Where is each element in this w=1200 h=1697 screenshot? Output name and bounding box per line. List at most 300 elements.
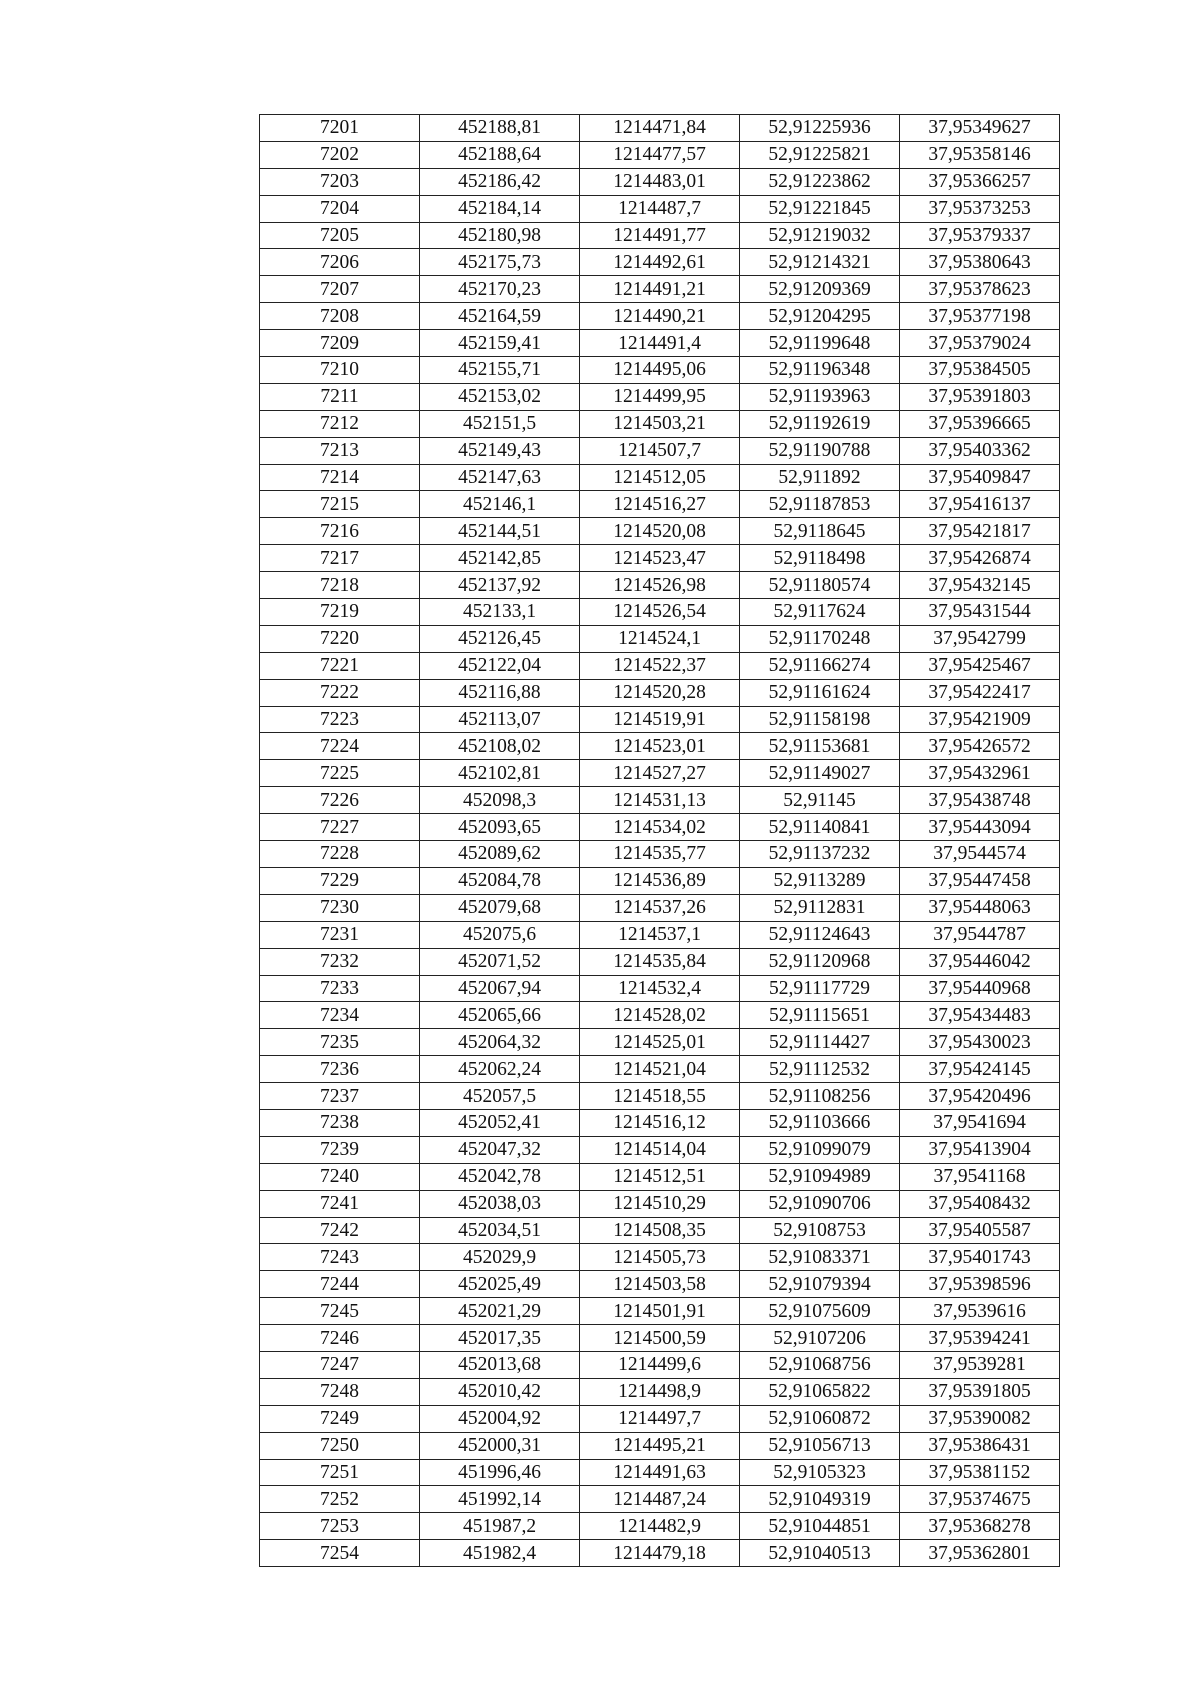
x-coordinate-cell: 452089,62 [420,841,580,868]
x-coordinate-cell: 452113,07 [420,706,580,733]
y-coordinate-cell: 1214483,01 [580,168,740,195]
x-coordinate-cell: 452180,98 [420,222,580,249]
y-coordinate-cell: 1214528,02 [580,1002,740,1029]
y-coordinate-cell: 1214497,7 [580,1405,740,1432]
table-row [260,652,1060,679]
y-coordinate-cell: 1214491,4 [580,330,740,357]
table-row [260,1083,1060,1110]
longitude-cell: 37,95379337 [900,222,1060,249]
y-coordinate-cell: 1214500,59 [580,1325,740,1352]
y-coordinate-cell: 1214516,12 [580,1109,740,1136]
x-coordinate-cell: 452188,64 [420,141,580,168]
point-number-cell: 7239 [260,1136,420,1163]
point-number-cell: 7229 [260,867,420,894]
latitude-cell: 52,91187853 [740,491,900,518]
latitude-cell: 52,911892 [740,464,900,491]
table-row [260,330,1060,357]
point-number-cell: 7220 [260,625,420,652]
y-coordinate-cell: 1214523,01 [580,733,740,760]
latitude-cell: 52,91079394 [740,1271,900,1298]
y-coordinate-cell: 1214521,04 [580,1056,740,1083]
longitude-cell: 37,9539616 [900,1298,1060,1325]
point-number-cell: 7231 [260,921,420,948]
y-coordinate-cell: 1214491,63 [580,1459,740,1486]
point-number-cell: 7252 [260,1486,420,1513]
x-coordinate-cell: 452067,94 [420,975,580,1002]
x-coordinate-cell: 452188,81 [420,115,580,142]
longitude-cell: 37,95390082 [900,1405,1060,1432]
table-row [260,679,1060,706]
x-coordinate-cell: 452151,5 [420,410,580,437]
latitude-cell: 52,91060872 [740,1405,900,1432]
y-coordinate-cell: 1214501,91 [580,1298,740,1325]
y-coordinate-cell: 1214471,84 [580,115,740,142]
point-number-cell: 7201 [260,115,420,142]
y-coordinate-cell: 1214526,54 [580,599,740,626]
latitude-cell: 52,91209369 [740,276,900,303]
longitude-cell: 37,95403362 [900,437,1060,464]
longitude-cell: 37,9544787 [900,921,1060,948]
point-number-cell: 7251 [260,1459,420,1486]
latitude-cell: 52,91120968 [740,948,900,975]
x-coordinate-cell: 452184,14 [420,195,580,222]
latitude-cell: 52,91094989 [740,1163,900,1190]
x-coordinate-cell: 452186,42 [420,168,580,195]
table-row [260,464,1060,491]
longitude-cell: 37,95391805 [900,1378,1060,1405]
table-row [260,760,1060,787]
coordinates-table-body [260,115,1060,1567]
y-coordinate-cell: 1214532,4 [580,975,740,1002]
point-number-cell: 7226 [260,787,420,814]
y-coordinate-cell: 1214482,9 [580,1513,740,1540]
latitude-cell: 52,91221845 [740,195,900,222]
table-row [260,518,1060,545]
longitude-cell: 37,95438748 [900,787,1060,814]
x-coordinate-cell: 452108,02 [420,733,580,760]
y-coordinate-cell: 1214518,55 [580,1083,740,1110]
x-coordinate-cell: 452153,02 [420,383,580,410]
x-coordinate-cell: 452098,3 [420,787,580,814]
y-coordinate-cell: 1214498,9 [580,1378,740,1405]
table-row [260,437,1060,464]
longitude-cell: 37,95426874 [900,545,1060,572]
x-coordinate-cell: 452038,03 [420,1190,580,1217]
longitude-cell: 37,95420496 [900,1083,1060,1110]
table-row [260,1136,1060,1163]
longitude-cell: 37,95421817 [900,518,1060,545]
table-row [260,599,1060,626]
point-number-cell: 7233 [260,975,420,1002]
point-number-cell: 7228 [260,841,420,868]
latitude-cell: 52,91065822 [740,1378,900,1405]
longitude-cell: 37,95366257 [900,168,1060,195]
point-number-cell: 7207 [260,276,420,303]
latitude-cell: 52,9113289 [740,867,900,894]
latitude-cell: 52,91153681 [740,733,900,760]
table-row [260,1271,1060,1298]
point-number-cell: 7202 [260,141,420,168]
latitude-cell: 52,9105323 [740,1459,900,1486]
x-coordinate-cell: 452155,71 [420,357,580,384]
latitude-cell: 52,9107206 [740,1325,900,1352]
y-coordinate-cell: 1214505,73 [580,1244,740,1271]
y-coordinate-cell: 1214519,91 [580,706,740,733]
y-coordinate-cell: 1214499,95 [580,383,740,410]
latitude-cell: 52,9108753 [740,1217,900,1244]
table-row [260,733,1060,760]
x-coordinate-cell: 452122,04 [420,652,580,679]
latitude-cell: 52,91137232 [740,841,900,868]
point-number-cell: 7224 [260,733,420,760]
longitude-cell: 37,95374675 [900,1486,1060,1513]
latitude-cell: 52,91124643 [740,921,900,948]
table-row [260,814,1060,841]
x-coordinate-cell: 452164,59 [420,303,580,330]
latitude-cell: 52,91214321 [740,249,900,276]
table-row [260,867,1060,894]
y-coordinate-cell: 1214526,98 [580,572,740,599]
y-coordinate-cell: 1214491,77 [580,222,740,249]
point-number-cell: 7249 [260,1405,420,1432]
x-coordinate-cell: 451992,14 [420,1486,580,1513]
latitude-cell: 52,91225821 [740,141,900,168]
longitude-cell: 37,95408432 [900,1190,1060,1217]
y-coordinate-cell: 1214479,18 [580,1540,740,1567]
longitude-cell: 37,95409847 [900,464,1060,491]
longitude-cell: 37,95431544 [900,599,1060,626]
point-number-cell: 7205 [260,222,420,249]
point-number-cell: 7214 [260,464,420,491]
point-number-cell: 7204 [260,195,420,222]
x-coordinate-cell: 451987,2 [420,1513,580,1540]
latitude-cell: 52,91083371 [740,1244,900,1271]
x-coordinate-cell: 452126,45 [420,625,580,652]
table-row [260,545,1060,572]
x-coordinate-cell: 451996,46 [420,1459,580,1486]
longitude-cell: 37,95380643 [900,249,1060,276]
y-coordinate-cell: 1214491,21 [580,276,740,303]
y-coordinate-cell: 1214535,77 [580,841,740,868]
x-coordinate-cell: 452064,32 [420,1029,580,1056]
longitude-cell: 37,95447458 [900,867,1060,894]
table-row [260,141,1060,168]
x-coordinate-cell: 452146,1 [420,491,580,518]
point-number-cell: 7223 [260,706,420,733]
longitude-cell: 37,95396665 [900,410,1060,437]
latitude-cell: 52,91108256 [740,1083,900,1110]
y-coordinate-cell: 1214524,1 [580,625,740,652]
y-coordinate-cell: 1214527,27 [580,760,740,787]
x-coordinate-cell: 452000,31 [420,1432,580,1459]
latitude-cell: 52,91196348 [740,357,900,384]
table-row [260,975,1060,1002]
latitude-cell: 52,91115651 [740,1002,900,1029]
point-number-cell: 7248 [260,1378,420,1405]
x-coordinate-cell: 452116,88 [420,679,580,706]
table-row [260,276,1060,303]
latitude-cell: 52,91166274 [740,652,900,679]
longitude-cell: 37,95373253 [900,195,1060,222]
latitude-cell: 52,91049319 [740,1486,900,1513]
point-number-cell: 7230 [260,894,420,921]
x-coordinate-cell: 452137,92 [420,572,580,599]
longitude-cell: 37,9542799 [900,625,1060,652]
latitude-cell: 52,91193963 [740,383,900,410]
longitude-cell: 37,95378623 [900,276,1060,303]
table-row [260,1540,1060,1567]
table-row [260,1513,1060,1540]
x-coordinate-cell: 452065,66 [420,1002,580,1029]
table-row [260,1029,1060,1056]
point-number-cell: 7247 [260,1351,420,1378]
x-coordinate-cell: 452062,24 [420,1056,580,1083]
table-row [260,491,1060,518]
longitude-cell: 37,95358146 [900,141,1060,168]
x-coordinate-cell: 452034,51 [420,1217,580,1244]
latitude-cell: 52,91140841 [740,814,900,841]
coordinates-table [259,114,1060,1567]
point-number-cell: 7250 [260,1432,420,1459]
x-coordinate-cell: 452004,92 [420,1405,580,1432]
longitude-cell: 37,95446042 [900,948,1060,975]
x-coordinate-cell: 452142,85 [420,545,580,572]
table-row [260,894,1060,921]
longitude-cell: 37,95379024 [900,330,1060,357]
longitude-cell: 37,95432145 [900,572,1060,599]
longitude-cell: 37,95394241 [900,1325,1060,1352]
latitude-cell: 52,91075609 [740,1298,900,1325]
x-coordinate-cell: 452084,78 [420,867,580,894]
point-number-cell: 7208 [260,303,420,330]
longitude-cell: 37,95391803 [900,383,1060,410]
table-row [260,1325,1060,1352]
x-coordinate-cell: 452071,52 [420,948,580,975]
point-number-cell: 7237 [260,1083,420,1110]
longitude-cell: 37,95384505 [900,357,1060,384]
latitude-cell: 52,91090706 [740,1190,900,1217]
point-number-cell: 7221 [260,652,420,679]
table-row [260,1378,1060,1405]
point-number-cell: 7222 [260,679,420,706]
point-number-cell: 7215 [260,491,420,518]
latitude-cell: 52,91190788 [740,437,900,464]
table-row [260,921,1060,948]
latitude-cell: 52,91099079 [740,1136,900,1163]
longitude-cell: 37,95413904 [900,1136,1060,1163]
latitude-cell: 52,91192619 [740,410,900,437]
point-number-cell: 7227 [260,814,420,841]
longitude-cell: 37,95362801 [900,1540,1060,1567]
longitude-cell: 37,95377198 [900,303,1060,330]
longitude-cell: 37,95416137 [900,491,1060,518]
point-number-cell: 7254 [260,1540,420,1567]
x-coordinate-cell: 452159,41 [420,330,580,357]
table-row [260,1486,1060,1513]
y-coordinate-cell: 1214512,51 [580,1163,740,1190]
table-row [260,303,1060,330]
latitude-cell: 52,91117729 [740,975,900,1002]
x-coordinate-cell: 452042,78 [420,1163,580,1190]
y-coordinate-cell: 1214495,21 [580,1432,740,1459]
table-row [260,249,1060,276]
point-number-cell: 7236 [260,1056,420,1083]
table-row [260,1002,1060,1029]
table-row [260,357,1060,384]
y-coordinate-cell: 1214537,26 [580,894,740,921]
point-number-cell: 7241 [260,1190,420,1217]
x-coordinate-cell: 452021,29 [420,1298,580,1325]
latitude-cell: 52,91225936 [740,115,900,142]
point-number-cell: 7234 [260,1002,420,1029]
x-coordinate-cell: 452057,5 [420,1083,580,1110]
table-row [260,1109,1060,1136]
table-row [260,1244,1060,1271]
x-coordinate-cell: 452149,43 [420,437,580,464]
latitude-cell: 52,91040513 [740,1540,900,1567]
table-row [260,1163,1060,1190]
y-coordinate-cell: 1214523,47 [580,545,740,572]
latitude-cell: 52,91161624 [740,679,900,706]
x-coordinate-cell: 452175,73 [420,249,580,276]
table-row [260,625,1060,652]
y-coordinate-cell: 1214487,24 [580,1486,740,1513]
point-number-cell: 7245 [260,1298,420,1325]
y-coordinate-cell: 1214520,28 [580,679,740,706]
latitude-cell: 52,9112831 [740,894,900,921]
y-coordinate-cell: 1214512,05 [580,464,740,491]
y-coordinate-cell: 1214503,58 [580,1271,740,1298]
x-coordinate-cell: 452047,32 [420,1136,580,1163]
table-row [260,1405,1060,1432]
latitude-cell: 52,91149027 [740,760,900,787]
latitude-cell: 52,91180574 [740,572,900,599]
point-number-cell: 7217 [260,545,420,572]
longitude-cell: 37,95422417 [900,679,1060,706]
table-row [260,841,1060,868]
y-coordinate-cell: 1214531,13 [580,787,740,814]
latitude-cell: 52,91103666 [740,1109,900,1136]
table-row [260,572,1060,599]
table-row [260,410,1060,437]
point-number-cell: 7210 [260,357,420,384]
longitude-cell: 37,95349627 [900,115,1060,142]
point-number-cell: 7240 [260,1163,420,1190]
x-coordinate-cell: 452029,9 [420,1244,580,1271]
table-row [260,1217,1060,1244]
y-coordinate-cell: 1214525,01 [580,1029,740,1056]
y-coordinate-cell: 1214535,84 [580,948,740,975]
y-coordinate-cell: 1214477,57 [580,141,740,168]
latitude-cell: 52,91170248 [740,625,900,652]
point-number-cell: 7225 [260,760,420,787]
longitude-cell: 37,9544574 [900,841,1060,868]
table-row [260,706,1060,733]
table-row [260,115,1060,142]
table-row [260,1056,1060,1083]
y-coordinate-cell: 1214522,37 [580,652,740,679]
latitude-cell: 52,9118498 [740,545,900,572]
y-coordinate-cell: 1214536,89 [580,867,740,894]
y-coordinate-cell: 1214534,02 [580,814,740,841]
y-coordinate-cell: 1214520,08 [580,518,740,545]
table-row [260,1432,1060,1459]
latitude-cell: 52,91219032 [740,222,900,249]
table-row [260,1190,1060,1217]
table-row [260,1298,1060,1325]
table-row [260,1351,1060,1378]
table-row [260,168,1060,195]
longitude-cell: 37,95443094 [900,814,1060,841]
point-number-cell: 7212 [260,410,420,437]
latitude-cell: 52,91223862 [740,168,900,195]
y-coordinate-cell: 1214503,21 [580,410,740,437]
latitude-cell: 52,91112532 [740,1056,900,1083]
point-number-cell: 7253 [260,1513,420,1540]
longitude-cell: 37,95386431 [900,1432,1060,1459]
y-coordinate-cell: 1214510,29 [580,1190,740,1217]
longitude-cell: 37,95421909 [900,706,1060,733]
longitude-cell: 37,95381152 [900,1459,1060,1486]
longitude-cell: 37,95425467 [900,652,1060,679]
point-number-cell: 7246 [260,1325,420,1352]
longitude-cell: 37,95430023 [900,1029,1060,1056]
longitude-cell: 37,95398596 [900,1271,1060,1298]
x-coordinate-cell: 452170,23 [420,276,580,303]
point-number-cell: 7209 [260,330,420,357]
longitude-cell: 37,95401743 [900,1244,1060,1271]
x-coordinate-cell: 451982,4 [420,1540,580,1567]
point-number-cell: 7211 [260,383,420,410]
latitude-cell: 52,91068756 [740,1351,900,1378]
table-row [260,787,1060,814]
latitude-cell: 52,9117624 [740,599,900,626]
longitude-cell: 37,95448063 [900,894,1060,921]
point-number-cell: 7219 [260,599,420,626]
x-coordinate-cell: 452010,42 [420,1378,580,1405]
table-row [260,948,1060,975]
longitude-cell: 37,95426572 [900,733,1060,760]
point-number-cell: 7213 [260,437,420,464]
x-coordinate-cell: 452052,41 [420,1109,580,1136]
point-number-cell: 7242 [260,1217,420,1244]
x-coordinate-cell: 452013,68 [420,1351,580,1378]
latitude-cell: 52,91199648 [740,330,900,357]
point-number-cell: 7218 [260,572,420,599]
x-coordinate-cell: 452133,1 [420,599,580,626]
latitude-cell: 52,91204295 [740,303,900,330]
y-coordinate-cell: 1214507,7 [580,437,740,464]
point-number-cell: 7203 [260,168,420,195]
y-coordinate-cell: 1214487,7 [580,195,740,222]
y-coordinate-cell: 1214516,27 [580,491,740,518]
latitude-cell: 52,91158198 [740,706,900,733]
x-coordinate-cell: 452102,81 [420,760,580,787]
point-number-cell: 7216 [260,518,420,545]
x-coordinate-cell: 452025,49 [420,1271,580,1298]
y-coordinate-cell: 1214492,61 [580,249,740,276]
point-number-cell: 7238 [260,1109,420,1136]
y-coordinate-cell: 1214508,35 [580,1217,740,1244]
point-number-cell: 7235 [260,1029,420,1056]
longitude-cell: 37,95434483 [900,1002,1060,1029]
y-coordinate-cell: 1214514,04 [580,1136,740,1163]
latitude-cell: 52,91114427 [740,1029,900,1056]
y-coordinate-cell: 1214495,06 [580,357,740,384]
y-coordinate-cell: 1214537,1 [580,921,740,948]
point-number-cell: 7244 [260,1271,420,1298]
longitude-cell: 37,9541168 [900,1163,1060,1190]
